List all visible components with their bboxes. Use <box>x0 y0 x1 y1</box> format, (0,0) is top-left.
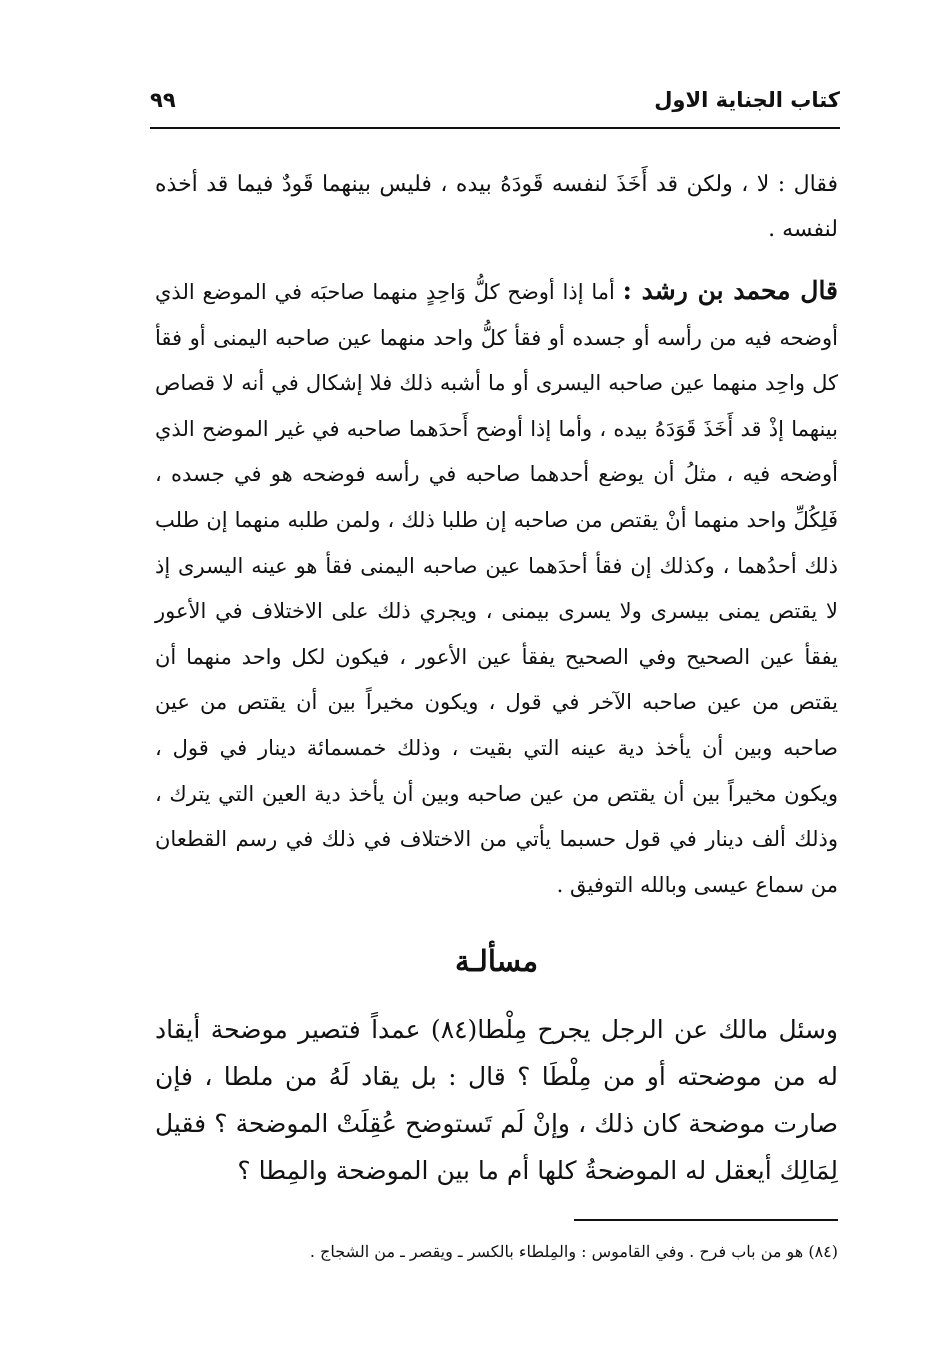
page-number: ٩٩ <box>150 88 176 112</box>
running-header <box>150 88 840 124</box>
paragraph-2-lead: قال محمد بن رشد : <box>622 276 839 305</box>
section-heading: مسألـة <box>454 944 539 978</box>
paragraph-2 <box>155 268 838 908</box>
chapter-title: كتاب الجناية الاول <box>654 88 840 112</box>
paragraph-1: فقال : لا ، ولكن قد أَخَذَ لنفسه قَودَهُ بيده ، فليس بينهما قَودٌ فيما قد أخذه لنفسه . <box>155 172 838 242</box>
footnote: (٨٤) هو من باب فرح . وفي القاموس : والمِلطاء بالكسر ـ ويقصر ـ من الشجاج . <box>309 1242 838 1261</box>
footnote-rule <box>574 1219 838 1221</box>
paragraph-2-body: أما إذا أوضح كلُّ وَاحِدٍ منهما صاحبَه في الموضع الذي أوضحه فيه من رأسه أو جسده أو فقأ كلُّ واحد منهما عين صاحبه اليمنى أو فقأ كل واحِد منهما عين صاحبه اليسرى أو ما أشبه ذلك فلا إشكال في أنه لا قصاص بينهما إذْ قد أَخَذَ قَوَدَهُ بيده ، وأما إذا أوضح أَحدَهما صاحبه في غير الموضح الذي أوضحه فيه ، مثلُ أن يوضع أحدهما صاحبه في رأسه فوضحه هو في جسده ، فَلِكُلِّ واحد منهما أنْ يقتص من صاحبه إن طلبا ذلك ، ولمن طلبه منهما إن طلب ذلك أحدُهما ، وكذلك إن فقأ أحدَهما عين صاحبه اليمنى فقأ هو عينه اليسرى إذ لا يقتص يمنى بيسرى ولا يسرى بيمنى ، ويجري ذلك على الاختلاف في الأعور يفقأ عين الصحيح وفي الصحيح يفقأ عين الأعور ، فيكون لكل واحد منهما أن يقتص من عين صاحبه الآخر في قول ، ويكون مخيراً بين أن يقتص من عين صاحبه وبين أن يأخذ دية عينه التي بقيت ، وذلك خمسمائة دينار في قول ، ويكون مخيراً بين أن يقتص من عين صاحبه وبين أن يأخذ دية العين التي يترك ، وذلك ألف دينار في قول حسبما يأتي من الاختلاف في ذلك في رسم القطعان من سماع عيسى وبالله التوفيق . <box>155 280 838 897</box>
paragraph-3: وسئل مالك عن الرجل يجرح مِلْطا(٨٤) عمداً فتصير موضحة أيقاد له من موضحته أو من مِلْطَا ؟ قال : بل يقاد لَهُ من ملطا ، فإن صارت موضحة كان ذلك ، وإنْ لَم تَستوضح عُقِلَتْ الموضحة ؟ فقيل لِمَالِك أيعقل له الموضحةُ كلها أم ما بين الموضحة والمِطا ؟ <box>155 1015 838 1185</box>
header-rule <box>150 127 840 129</box>
